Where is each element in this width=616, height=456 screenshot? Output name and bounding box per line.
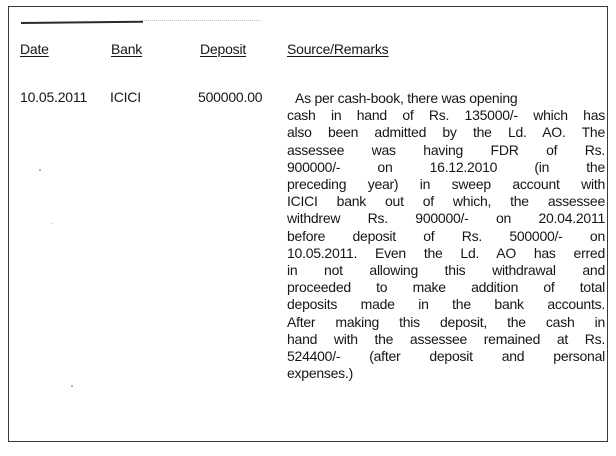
faint-rule [141, 20, 261, 21]
remarks-line: assessee was having FDR of Rs. [287, 141, 605, 158]
remarks-line: hand with the assessee remained at Rs. [287, 330, 605, 347]
remarks-line: in not allowing this withdrawal and [287, 262, 605, 279]
header-deposit: Deposit [200, 41, 247, 57]
cell-bank: ICICI [110, 89, 141, 105]
table-header [9, 41, 607, 63]
remarks-line: 524400/- (after deposit and personal [287, 348, 605, 365]
remarks-line: deposits made in the bank accounts. [287, 296, 605, 313]
remarks-line: expenses.) [287, 365, 353, 382]
scan-speck [51, 223, 52, 224]
header-bank: Bank [111, 41, 143, 57]
cell-date: 10.05.2011 [20, 89, 88, 105]
top-rule [21, 21, 143, 24]
scan-speck [39, 169, 41, 171]
remarks-line: preceding year) in sweep account with [287, 176, 605, 193]
scan-speck [71, 385, 73, 387]
remarks-line: ICICI bank out of which, the assessee [287, 193, 605, 210]
remarks-line: 900000/- on 16.12.2010 (in the [287, 158, 605, 175]
cell-remarks [287, 90, 605, 382]
remarks-line: cash in hand of Rs. 135000/- which has [287, 107, 605, 124]
cell-deposit: 500000.00 [198, 89, 263, 105]
remarks-line: before deposit of Rs. 500000/- on [287, 227, 605, 244]
remarks-line: also been admitted by the Ld. AO. The [287, 124, 605, 141]
remarks-line: withdrew Rs. 900000/- on 20.04.2011 [287, 210, 605, 227]
document-page [8, 6, 608, 442]
remarks-line: As per cash-book, there was opening [295, 90, 518, 106]
remarks-line: After making this deposit, the cash in [287, 313, 605, 330]
remarks-line: proceeded to make addition of total [287, 279, 605, 296]
header-source-remarks: Source/Remarks [287, 41, 389, 57]
remarks-line: 10.05.2011. Even the Ld. AO has erred [287, 244, 605, 261]
header-date: Date [20, 41, 49, 57]
